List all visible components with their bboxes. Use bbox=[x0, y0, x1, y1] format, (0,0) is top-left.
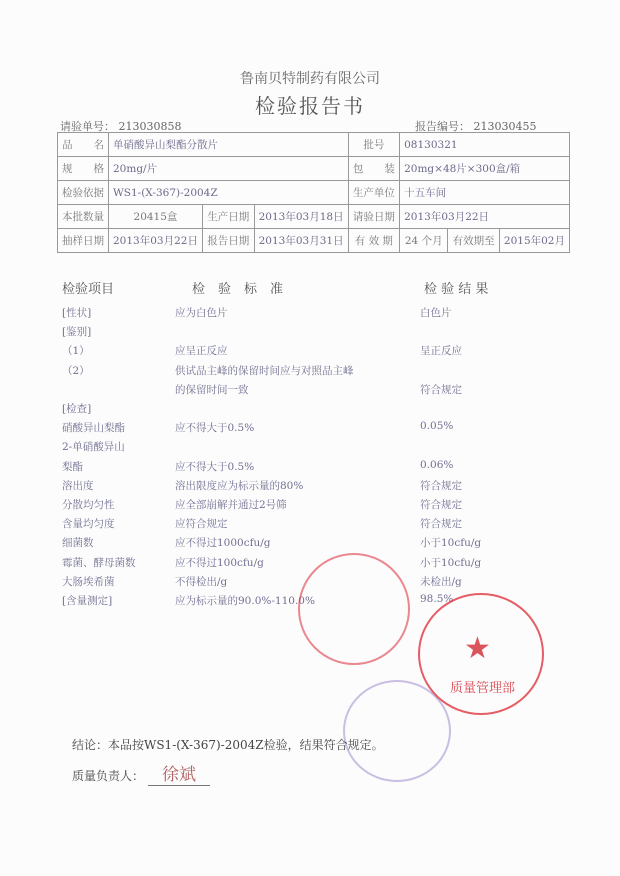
row-standard: 应全部崩解并通过2号筛 bbox=[175, 499, 287, 511]
row-standard: 的保留时间一致 bbox=[175, 383, 249, 396]
row-item: 梨酯 bbox=[62, 460, 83, 473]
row-result: 符合规定 bbox=[420, 499, 462, 511]
value: 单硝酸异山梨酯分散片 bbox=[109, 133, 349, 157]
value: 2013年03月18日 bbox=[254, 205, 348, 229]
label: 请验日期 bbox=[348, 205, 400, 229]
info-row bbox=[58, 205, 570, 229]
qa-label: 质量负责人： bbox=[72, 769, 145, 783]
value: 24 个月 bbox=[400, 229, 448, 253]
row-result: 98.5% bbox=[420, 593, 454, 605]
value: 20415盒 bbox=[109, 205, 203, 229]
value: 20mg/片 bbox=[109, 157, 349, 181]
row-standard: 应为白色片 bbox=[175, 307, 228, 319]
info-row bbox=[58, 157, 570, 181]
label: 报告日期 bbox=[202, 229, 254, 253]
value: WS1-(X-367)-2004Z bbox=[109, 181, 349, 205]
info-row bbox=[58, 229, 570, 253]
row-item: [鉴别] bbox=[62, 326, 92, 339]
label: 本批数量 bbox=[58, 205, 109, 229]
row-item: 大肠埃希菌 bbox=[62, 575, 115, 588]
value: 2013年03月22日 bbox=[109, 229, 203, 253]
info-row bbox=[58, 133, 570, 157]
row-item: （2） bbox=[62, 364, 90, 377]
label: 有 效 期 bbox=[348, 229, 400, 253]
row-result: 符合规定 bbox=[420, 479, 462, 492]
row-item: 硝酸异山梨酯 bbox=[62, 422, 125, 435]
star-icon: ★ bbox=[464, 631, 491, 666]
row-standard: 溶出限度应为标示量的80% bbox=[175, 479, 304, 492]
info-table bbox=[57, 132, 570, 253]
row-result: 未检出/g bbox=[420, 575, 462, 588]
label: 包 装 bbox=[348, 157, 400, 181]
value: 十五车间 bbox=[400, 181, 570, 205]
row-result: 呈正反应 bbox=[420, 345, 462, 358]
row-item: 细菌数 bbox=[62, 537, 94, 550]
column-header-standard: 检 验 标 准 bbox=[192, 282, 284, 297]
row-standard: 供试品主峰的保留时间应与对照品主峰 bbox=[175, 364, 354, 377]
column-header-result: 检 验 结 果 bbox=[424, 282, 489, 297]
info-row bbox=[58, 181, 570, 205]
column-header-item: 检验项目 bbox=[62, 282, 115, 297]
label: 批号 bbox=[348, 133, 400, 157]
row-result: 0.05% bbox=[420, 420, 454, 433]
row-standard: 应不得过100cfu/g bbox=[175, 556, 264, 569]
request-number: 请验单号： 213030858 bbox=[60, 120, 182, 133]
row-standard: 应符合规定 bbox=[175, 518, 228, 531]
signature: 徐斌 bbox=[148, 760, 210, 786]
row-item: [含量测定] bbox=[62, 595, 113, 607]
label: 生产日期 bbox=[202, 205, 254, 229]
row-standard: 不得检出/g bbox=[175, 575, 228, 588]
label: 有效期至 bbox=[448, 229, 500, 253]
label: 检验依据 bbox=[58, 181, 109, 205]
row-item: （1） bbox=[62, 345, 90, 358]
value: 20mg×48片×300盒/箱 bbox=[400, 157, 570, 181]
row-standard: 应为标示量的90.0%-110.0% bbox=[175, 595, 315, 607]
label: 品 名 bbox=[58, 133, 109, 157]
company-name: 鲁南贝特制药有限公司 bbox=[240, 71, 380, 87]
value: 2015年02月 bbox=[499, 229, 569, 253]
report-number: 报告编号： 213030455 bbox=[415, 120, 537, 133]
value: 08130321 bbox=[400, 133, 570, 157]
row-item: 2-单硝酸异山 bbox=[62, 441, 125, 454]
row-result: 小于10cfu/g bbox=[420, 556, 482, 569]
report-title: 检验报告书 bbox=[255, 94, 365, 118]
label: 抽样日期 bbox=[58, 229, 109, 253]
quality-dept-stamp bbox=[418, 593, 544, 715]
row-result: 符合规定 bbox=[420, 383, 462, 396]
row-item: [检查] bbox=[62, 403, 92, 415]
value: 2013年03月22日 bbox=[400, 205, 570, 229]
row-standard: 应不得过1000cfu/g bbox=[175, 537, 271, 550]
row-standard: 应不得大于0.5% bbox=[175, 422, 255, 435]
row-item: 溶出度 bbox=[62, 479, 94, 492]
row-standard: 应不得大于0.5% bbox=[175, 460, 255, 473]
row-result: 符合规定 bbox=[420, 518, 462, 531]
stamp-text: 质量管理部 bbox=[450, 681, 516, 696]
row-result: 小于10cfu/g bbox=[420, 537, 482, 550]
row-result: 0.06% bbox=[420, 458, 454, 471]
row-item: 含量均匀度 bbox=[62, 518, 115, 531]
value: 2013年03月31日 bbox=[254, 229, 348, 253]
row-item: [性状] bbox=[62, 307, 92, 319]
row-standard: 应呈正反应 bbox=[175, 345, 228, 358]
row-result: 白色片 bbox=[420, 307, 452, 319]
company-stamp bbox=[298, 553, 410, 665]
row-item: 霉菌、酵母菌数 bbox=[62, 556, 136, 569]
conclusion: 结论：本品按WS1-(X-367)-2004Z检验，结果符合规定。 bbox=[72, 738, 384, 752]
label: 规 格 bbox=[58, 157, 109, 181]
row-item: 分散均匀性 bbox=[62, 499, 115, 511]
label: 生产单位 bbox=[348, 181, 400, 205]
